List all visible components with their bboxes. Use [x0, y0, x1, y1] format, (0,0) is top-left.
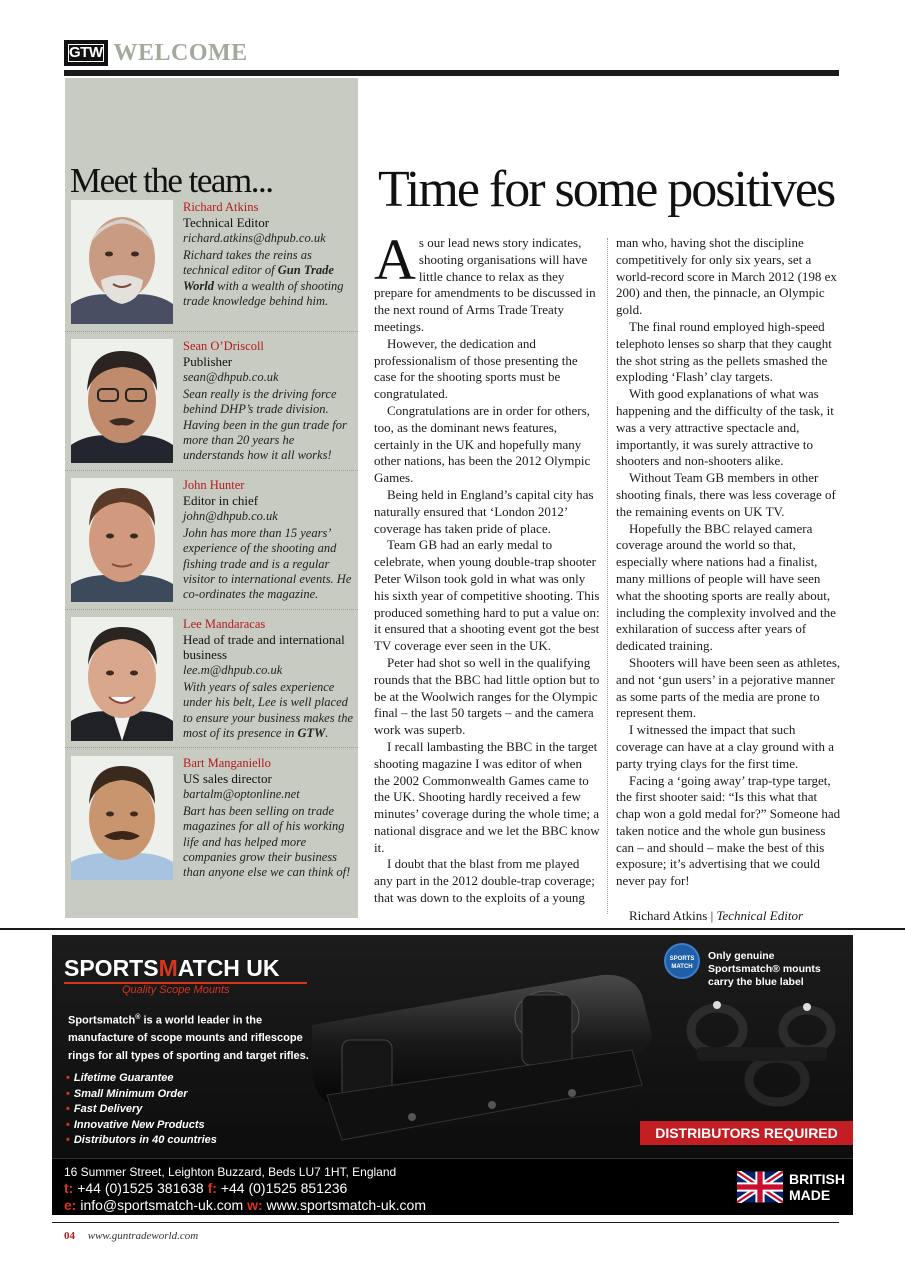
- article-paragraph: I witnessed the impact that such coverage can have at a clay ground with a party trying clays for the first time.: [616, 722, 835, 771]
- member-email[interactable]: richard.atkins@dhpub.co.uk: [183, 231, 326, 245]
- article-paragraph: Team GB had an early medal to celebrate, when young double-trap shooter Peter Wilson took gold in what was only his sixth year of competitive shooting. This produced something hard to put a value on: it ensured that a shooting event got the best TV coverage ever seen in the UK.: [374, 537, 600, 654]
- scope-mount-illustration: [302, 945, 662, 1150]
- member-photo: [71, 339, 173, 463]
- article-paragraph: However, the dedication and professionalism of those presenting the case for the shooting sports must be congratulated.: [374, 335, 578, 402]
- drop-cap: A: [374, 227, 416, 292]
- article-paragraph: man who, having shot the discipline competitively for only six years, set a world-record score in March 2012 (198 ex 200) and then, the pinnacle, an Olympic gold.: [616, 235, 837, 318]
- member-divider: [65, 331, 358, 332]
- ad-address: 16 Summer Street, Leighton Buzzard, Beds LU7 1HT, England: [64, 1165, 397, 1179]
- member-email[interactable]: sean@dhpub.co.uk: [183, 370, 279, 384]
- member-bio: John has more than 15 years’ experience of the shooting and fishing trade and is a regular visitor to international events. He co-ordinates the magazine.: [183, 526, 352, 602]
- member-bio: Richard takes the reins as technical editor of Gun Trade World with a wealth of shooting trade knowledge behind him.: [183, 248, 344, 308]
- blue-label-badge: SPORTS MATCH: [664, 943, 700, 979]
- mount-rings-illustration: [677, 985, 847, 1115]
- article-paragraph: Being held in England’s capital city has naturally ensured that ‘London 2012’ coverage has taken pride of place.: [374, 486, 594, 536]
- member-role: Technical Editor: [183, 215, 270, 230]
- ad-tagline: Quality Scope Mounts: [122, 984, 230, 996]
- ad-feature: • Distributors in 40 countries: [66, 1133, 217, 1149]
- member-bio: Bart has been selling on trade magazines for all of his working life and has helped more companies grow their business than anyone else we can think of!: [183, 804, 351, 880]
- article-title: Time for some positives: [378, 161, 835, 218]
- member-bio: Sean really is the driving force behind DHP’s trade division. Having been in the gun trade for more than 20 years he understands how it all works!: [183, 387, 347, 463]
- member-photo: [71, 756, 173, 880]
- article-paragraph: I doubt that the blast from me played any part in the 2012 double-trap coverage; that was down to the exploits of a young: [374, 856, 595, 906]
- member-role: US sales director: [183, 771, 272, 786]
- distributors-required-banner: DISTRIBUTORS REQUIRED: [640, 1121, 853, 1145]
- article-paragraph: Congratulations are in order for others, too, as the dominant news features, certainly in the UK and hopefully many other nations, has been the 2012 Olympic Games.: [374, 402, 591, 486]
- sidebar-title: Meet the team...: [70, 161, 273, 200]
- member-email[interactable]: lee.m@dhpub.co.uk: [183, 663, 283, 677]
- article-paragraph: With good explanations of what was happening and the difficulty of the task, it was a very attractive spectacle and, importantly, it was surely attractive to shooters and non-shooters alike.: [616, 386, 834, 469]
- section-title: WELCOME: [113, 39, 248, 66]
- page-footer: [64, 1230, 198, 1242]
- union-flag-icon: [737, 1171, 783, 1203]
- ad-feature-list: [66, 1071, 217, 1149]
- member-email[interactable]: john@dhpub.co.uk: [183, 509, 278, 523]
- ad-feature: • Small Minimum Order: [66, 1087, 217, 1103]
- article-column-2: [616, 235, 842, 925]
- sportsmatch-advert[interactable]: [52, 935, 853, 1215]
- member-email[interactable]: bartalm@optonline.net: [183, 787, 300, 801]
- article-paragraph: Facing a ‘going away’ trap-type target, the first shooter said: “Is this what that chap won a gold medal for?” Someone had taken notice and the whole gun business can – and should – make the best of this exposure; it’s advertising that we could never pay for!: [616, 772, 841, 889]
- member-name: Richard Atkins: [183, 200, 259, 214]
- british-made-label: BRITISH MADE: [789, 1171, 845, 1203]
- ad-lead-text: Sportsmatch® is a world leader in the manufacture of scope mounts and riflescope rings for all types of sporting and target rifles.: [68, 1014, 309, 1062]
- article-signature: Richard Atkins | Technical Editor: [629, 908, 804, 924]
- ad-feature: • Lifetime Guarantee: [66, 1071, 217, 1087]
- footer-url[interactable]: www.guntradeworld.com: [87, 1230, 199, 1242]
- member-photo: [71, 478, 173, 602]
- gtw-logo: GTW: [64, 40, 108, 66]
- article-paragraph: Peter had shot so well in the qualifying rounds that the BBC had little option but to be at the Woolwich ranges for the Olympic final – the last 50 targets – and the camera work was superb.: [374, 654, 600, 738]
- article-paragraph: Hopefully the BBC relayed camera coverage around the world so that, especially where nations had a finalist, many millions of people will have seen what the shooting sports are really about, including the complexity involved and the exhilaration of success after years of dedicated training.: [616, 520, 836, 654]
- article-paragraph: Shooters will have been seen as athletes, and not ‘gun users’ in a pejorative manner as some parts of the media are prone to represent them.: [616, 654, 841, 721]
- member-name: Lee Mandaracas: [183, 617, 266, 631]
- article-column-1: [374, 227, 600, 907]
- member-name: Sean O’Driscoll: [183, 339, 264, 353]
- member-name: John Hunter: [183, 478, 245, 492]
- article-paragraph: As our lead news story indicates, shooting organisations will have little chance to relax as they prepare for amendments to be discussed in the next round of Arms Trade Treaty meetings.: [374, 227, 596, 334]
- sportsmatch-logo: SPORTSMATCH UK: [64, 955, 280, 981]
- member-photo: [71, 200, 173, 324]
- ad-web-line[interactable]: e: info@sportsmatch-uk.com w: www.sportsmatch-uk.com: [64, 1197, 426, 1213]
- member-role: Publisher: [183, 354, 233, 369]
- member-divider: [65, 470, 358, 471]
- footer-rule: [52, 1222, 839, 1223]
- article-paragraph: The final round employed high-speed telephoto lenses so sharp that they caught the shot string as the pellets smashed the exploding ‘Flash’ clay targets.: [616, 318, 832, 385]
- member-photo: [71, 617, 173, 741]
- member-divider: [65, 747, 358, 748]
- member-role: Head of trade and international business: [183, 632, 345, 662]
- member-role: Editor in chief: [183, 493, 259, 508]
- genuine-label-note: Only genuine Sportsmatch® mounts carry the blue label: [708, 950, 821, 988]
- article-paragraph: I recall lambasting the BBC in the target shooting magazine I was editor of when the 2002 Commonwealth Games came to the UK. Shooting hardly received a few minutes’ coverage during the whole time; a national disgrace and we let the BBC know it.: [374, 738, 600, 855]
- ad-phone-line: t: +44 (0)1525 381638 f: +44 (0)1525 851236: [64, 1180, 348, 1196]
- member-bio: With years of sales experience under his belt, Lee is well placed to ensure your business makes the most of its presence in GTW.: [183, 680, 353, 740]
- ad-contact-bar: [52, 1158, 853, 1215]
- ad-feature: • Fast Delivery: [66, 1102, 217, 1118]
- section-header: [64, 40, 248, 66]
- article-paragraph: Without Team GB members in other shooting finals, there was less coverage of the remaining events on UK TV.: [616, 470, 836, 519]
- ad-feature: • Innovative New Products: [66, 1118, 217, 1134]
- member-divider: [65, 609, 358, 610]
- header-rule: [64, 70, 839, 76]
- member-name: Bart Manganiello: [183, 756, 271, 770]
- column-divider: [607, 238, 608, 914]
- ad-top-rule: [0, 928, 905, 930]
- page-number: 04: [64, 1230, 75, 1242]
